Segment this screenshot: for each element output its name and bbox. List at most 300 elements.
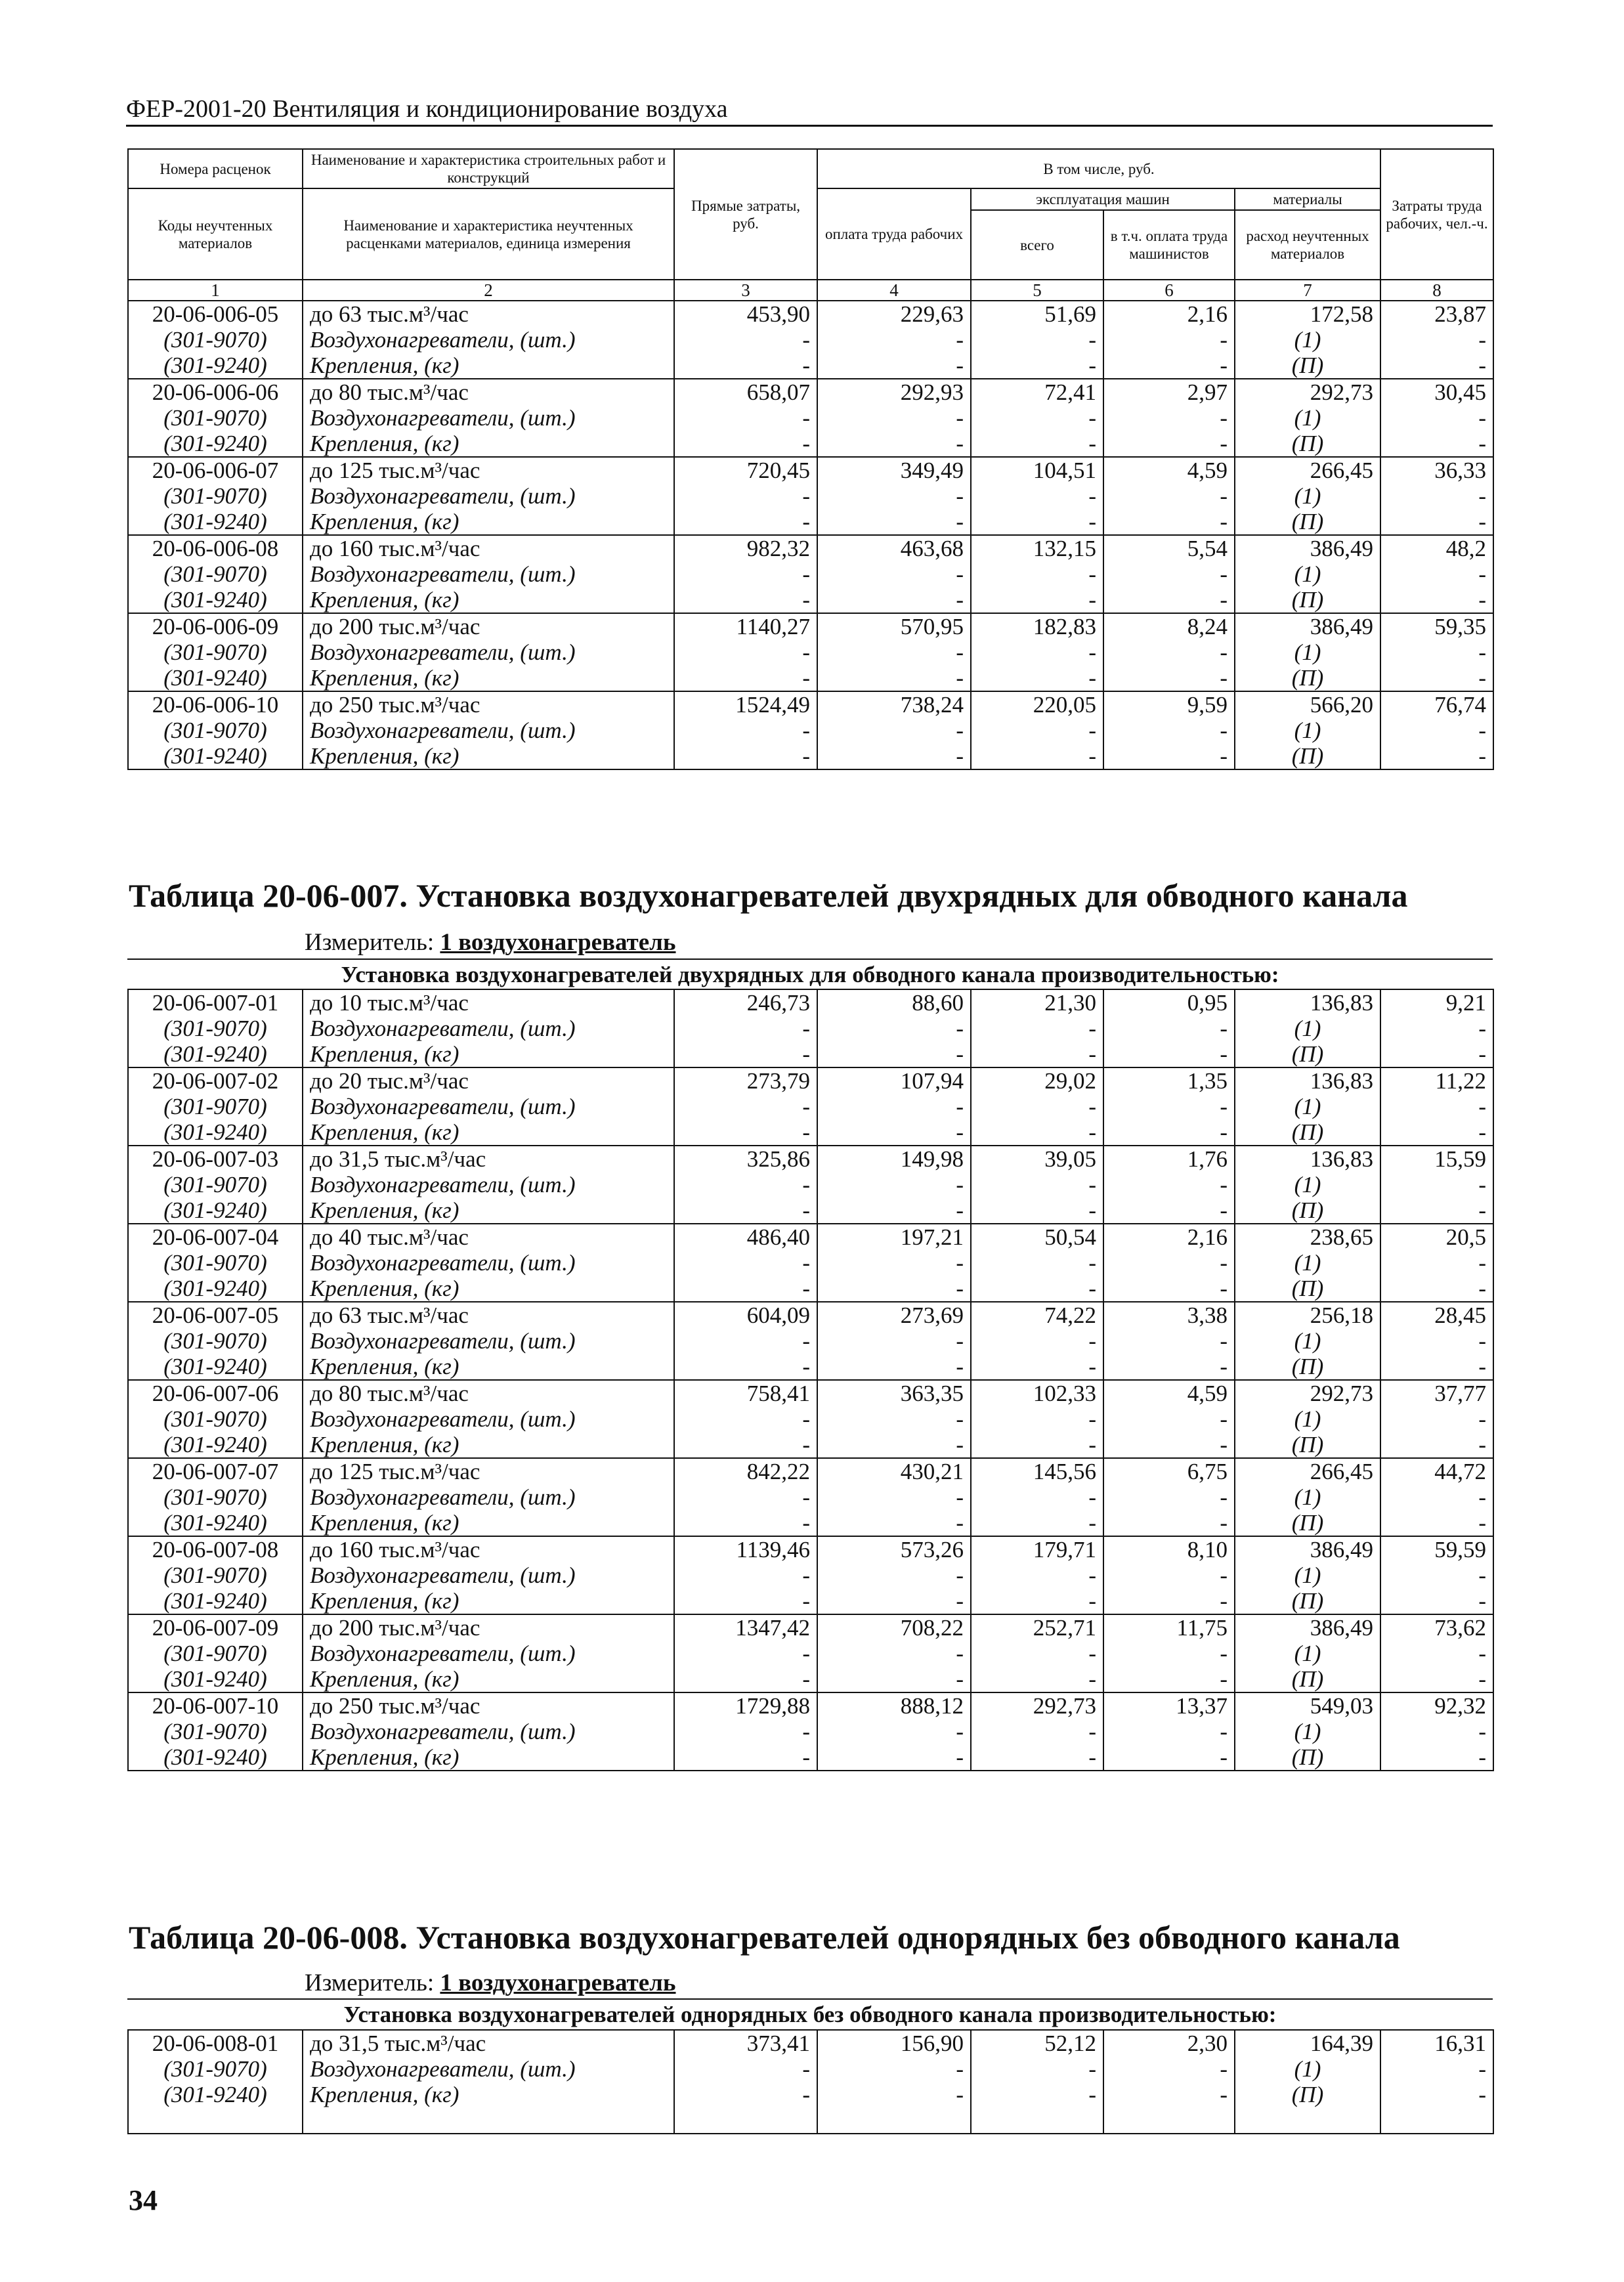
dash: - (1103, 1510, 1235, 1536)
dash: - (674, 509, 817, 535)
labor-pay: 229,63 (817, 301, 971, 327)
machines-total: 21,30 (971, 989, 1103, 1016)
direct-costs: 273,79 (674, 1067, 817, 1094)
dash: - (1380, 483, 1493, 509)
material-code: (301-9070) (128, 1172, 303, 1197)
material-qty: (1) (1235, 718, 1380, 743)
dash: - (1380, 1484, 1493, 1510)
rate-code: 20-06-007-06 (128, 1380, 303, 1406)
direct-costs: 758,41 (674, 1380, 817, 1406)
meter-value: 1 воздухонагреватель (440, 929, 676, 956)
dash: - (674, 1641, 817, 1666)
operator-pay: 8,10 (1103, 1536, 1235, 1562)
machines-total: 51,69 (971, 301, 1103, 327)
material-name: Воздухонагреватели, (шт.) (303, 718, 674, 743)
material-code: (301-9070) (128, 639, 303, 665)
dash: - (817, 509, 971, 535)
material-row (128, 1562, 1493, 1588)
material-code: (301-9240) (128, 1588, 303, 1614)
material-name: Крепления, (кг) (303, 353, 674, 379)
material-name: Воздухонагреватели, (шт.) (303, 405, 674, 431)
dash: - (674, 1562, 817, 1588)
material-row (128, 718, 1493, 743)
machines-total: 50,54 (971, 1224, 1103, 1250)
rate-code: 20-06-007-10 (128, 1692, 303, 1719)
operator-pay: 2,97 (1103, 379, 1235, 405)
material-qty: (П) (1235, 743, 1380, 769)
labor-hours: 9,21 (1380, 989, 1493, 1016)
rate-row (128, 691, 1493, 718)
machines-total: 252,71 (971, 1614, 1103, 1641)
dash: - (1380, 431, 1493, 457)
labor-pay: 107,94 (817, 1067, 971, 1094)
dash: - (674, 327, 817, 353)
dash: - (1380, 1641, 1493, 1666)
material-row (128, 1588, 1493, 1614)
material-name: Воздухонагреватели, (шт.) (303, 483, 674, 509)
meter-value: 1 воздухонагреватель (440, 1970, 676, 1996)
rate-row (128, 1536, 1493, 1562)
machines-total: 292,73 (971, 1692, 1103, 1719)
rate-row (128, 1067, 1493, 1094)
dash: - (674, 1588, 817, 1614)
operator-pay: 9,59 (1103, 691, 1235, 718)
material-code: (301-9070) (128, 1406, 303, 1432)
dash: - (1380, 1041, 1493, 1067)
dash: - (1103, 587, 1235, 613)
dash: - (971, 718, 1103, 743)
dash: - (1103, 1666, 1235, 1692)
rate-row (128, 1224, 1493, 1250)
material-qty: (1) (1235, 483, 1380, 509)
materials-cost: 566,20 (1235, 691, 1380, 718)
dash: - (1103, 405, 1235, 431)
col-number: 5 (971, 280, 1103, 301)
dash: - (674, 1432, 817, 1458)
material-qty: (П) (1235, 1354, 1380, 1380)
rate-code: 20-06-006-08 (128, 535, 303, 561)
material-row (128, 483, 1493, 509)
material-qty: (1) (1235, 639, 1380, 665)
material-row (128, 431, 1493, 457)
material-code: (301-9240) (128, 509, 303, 535)
material-row (128, 1094, 1493, 1119)
material-name: Крепления, (кг) (303, 1744, 674, 1771)
col-header-work-name: Наименование и характеристика строительных работ и конструкций (303, 149, 674, 188)
work-name: до 40 тыс.м³/час (303, 1224, 674, 1250)
dash: - (674, 1666, 817, 1692)
material-code: (301-9240) (128, 2082, 303, 2107)
operator-pay: 4,59 (1103, 1380, 1235, 1406)
operator-pay: 6,75 (1103, 1458, 1235, 1484)
machines-total: 74,22 (971, 1302, 1103, 1328)
col-header-machines-total: всего (971, 210, 1103, 280)
dash: - (1103, 665, 1235, 691)
material-code: (301-9070) (128, 1484, 303, 1510)
material-row (128, 353, 1493, 379)
dash: - (674, 561, 817, 587)
dash: - (971, 665, 1103, 691)
dash: - (817, 327, 971, 353)
material-code: (301-9240) (128, 1276, 303, 1302)
material-code: (301-9240) (128, 1510, 303, 1536)
table-007 (127, 989, 1494, 1771)
material-qty: (П) (1235, 1666, 1380, 1692)
blank-cell (1103, 2107, 1235, 2134)
material-qty: (1) (1235, 1641, 1380, 1666)
machines-total: 145,56 (971, 1458, 1103, 1484)
material-row (128, 327, 1493, 353)
labor-pay: 708,22 (817, 1614, 971, 1641)
dash: - (674, 1197, 817, 1224)
material-name: Крепления, (кг) (303, 1432, 674, 1458)
rate-row (128, 1692, 1493, 1719)
material-code: (301-9240) (128, 1119, 303, 1146)
dash: - (971, 1588, 1103, 1614)
operator-pay: 2,16 (1103, 1224, 1235, 1250)
work-name: до 80 тыс.м³/час (303, 379, 674, 405)
material-name: Крепления, (кг) (303, 743, 674, 769)
work-name: до 63 тыс.м³/час (303, 301, 674, 327)
materials-cost: 386,49 (1235, 613, 1380, 639)
material-name: Воздухонагреватели, (шт.) (303, 561, 674, 587)
dash: - (971, 353, 1103, 379)
rate-row (128, 379, 1493, 405)
dash: - (674, 1406, 817, 1432)
dash: - (1103, 1041, 1235, 1067)
page-number: 34 (129, 2184, 158, 2216)
labor-pay: 570,95 (817, 613, 971, 639)
direct-costs: 604,09 (674, 1302, 817, 1328)
dash: - (674, 718, 817, 743)
dash: - (817, 743, 971, 769)
dash: - (1103, 1172, 1235, 1197)
dash: - (1103, 1016, 1235, 1041)
labor-hours: 20,5 (1380, 1224, 1493, 1250)
operator-pay: 4,59 (1103, 457, 1235, 483)
dash: - (1103, 483, 1235, 509)
dash: - (674, 1719, 817, 1744)
dash: - (674, 587, 817, 613)
material-name: Крепления, (кг) (303, 1197, 674, 1224)
labor-pay: 292,93 (817, 379, 971, 405)
table-008-group-heading: Установка воздухонагревателей однорядных без обводного канала производительностью: (127, 1998, 1493, 2029)
rate-code: 20-06-007-03 (128, 1146, 303, 1172)
material-qty: (П) (1235, 1119, 1380, 1146)
dash: - (1103, 1406, 1235, 1432)
col-number: 6 (1103, 280, 1235, 301)
material-name: Крепления, (кг) (303, 1666, 674, 1692)
rate-row (128, 613, 1493, 639)
material-name: Крепления, (кг) (303, 2082, 674, 2107)
dash: - (674, 1041, 817, 1067)
dash: - (971, 1406, 1103, 1432)
dash: - (817, 1197, 971, 1224)
dash: - (817, 1510, 971, 1536)
operator-pay: 8,24 (1103, 613, 1235, 639)
labor-hours: 28,45 (1380, 1302, 1493, 1328)
rate-code: 20-06-008-01 (128, 2030, 303, 2056)
work-name: до 31,5 тыс.м³/час (303, 1146, 674, 1172)
dash: - (817, 1744, 971, 1771)
dash: - (817, 1719, 971, 1744)
dash: - (817, 1588, 971, 1614)
dash: - (817, 639, 971, 665)
dash: - (1380, 1094, 1493, 1119)
material-qty: (П) (1235, 1588, 1380, 1614)
dash: - (1103, 431, 1235, 457)
material-row (128, 1666, 1493, 1692)
dash: - (817, 1041, 971, 1067)
materials-cost: 386,49 (1235, 535, 1380, 561)
material-name: Воздухонагреватели, (шт.) (303, 1719, 674, 1744)
dash: - (1380, 665, 1493, 691)
labor-hours: 92,32 (1380, 1692, 1493, 1719)
dash: - (971, 1016, 1103, 1041)
dash: - (674, 1510, 817, 1536)
labor-pay: 88,60 (817, 989, 971, 1016)
direct-costs: 1139,46 (674, 1536, 817, 1562)
material-row (128, 1276, 1493, 1302)
blank-cell (1235, 2107, 1380, 2134)
materials-cost: 549,03 (1235, 1692, 1380, 1719)
dash: - (674, 665, 817, 691)
material-qty: (1) (1235, 1406, 1380, 1432)
material-code: (301-9240) (128, 665, 303, 691)
material-row (128, 665, 1493, 691)
direct-costs: 1140,27 (674, 613, 817, 639)
labor-pay: 573,26 (817, 1536, 971, 1562)
dash: - (1380, 1119, 1493, 1146)
material-code: (301-9070) (128, 1641, 303, 1666)
dash: - (1103, 1641, 1235, 1666)
material-row (128, 1641, 1493, 1666)
table-006 (127, 148, 1494, 770)
material-row (128, 1119, 1493, 1146)
rate-row (128, 1146, 1493, 1172)
materials-cost: 292,73 (1235, 1380, 1380, 1406)
rate-row (128, 301, 1493, 327)
dash: - (1380, 1588, 1493, 1614)
materials-cost: 136,83 (1235, 989, 1380, 1016)
direct-costs: 1524,49 (674, 691, 817, 718)
rate-code: 20-06-007-05 (128, 1302, 303, 1328)
dash: - (1380, 1666, 1493, 1692)
dash: - (674, 353, 817, 379)
dash: - (1380, 1250, 1493, 1276)
materials-cost: 386,49 (1235, 1614, 1380, 1641)
dash: - (971, 1510, 1103, 1536)
labor-hours: 37,77 (1380, 1380, 1493, 1406)
dash: - (1103, 1562, 1235, 1588)
material-name: Крепления, (кг) (303, 1354, 674, 1380)
dash: - (817, 1562, 971, 1588)
material-row (128, 1016, 1493, 1041)
dash: - (1380, 1172, 1493, 1197)
machines-total: 179,71 (971, 1536, 1103, 1562)
material-code: (301-9240) (128, 431, 303, 457)
material-code: (301-9240) (128, 1197, 303, 1224)
blank-cell (674, 2107, 817, 2134)
rate-code: 20-06-006-09 (128, 613, 303, 639)
material-qty: (1) (1235, 1484, 1380, 1510)
material-row (128, 405, 1493, 431)
dash: - (1380, 1562, 1493, 1588)
materials-cost: 164,39 (1235, 2030, 1380, 2056)
dash: - (971, 1094, 1103, 1119)
materials-cost: 256,18 (1235, 1302, 1380, 1328)
table-007-group-heading: Установка воздухонагревателей двухрядных для обводного канала производительностью: (127, 958, 1493, 989)
dash: - (971, 1197, 1103, 1224)
labor-hours: 59,35 (1380, 613, 1493, 639)
col-header-materials: материалы (1235, 188, 1380, 210)
material-row (128, 587, 1493, 613)
work-name: до 200 тыс.м³/час (303, 1614, 674, 1641)
work-name: до 20 тыс.м³/час (303, 1067, 674, 1094)
direct-costs: 1347,42 (674, 1614, 817, 1641)
material-row (128, 1172, 1493, 1197)
labor-pay: 363,35 (817, 1380, 971, 1406)
material-qty: (П) (1235, 1276, 1380, 1302)
material-code: (301-9070) (128, 405, 303, 431)
dash: - (971, 1641, 1103, 1666)
materials-cost: 136,83 (1235, 1146, 1380, 1172)
materials-cost: 266,45 (1235, 457, 1380, 483)
material-name: Крепления, (кг) (303, 1041, 674, 1067)
work-name: до 63 тыс.м³/час (303, 1302, 674, 1328)
material-row (128, 1041, 1493, 1067)
labor-hours: 36,33 (1380, 457, 1493, 483)
labor-pay: 149,98 (817, 1146, 971, 1172)
dash: - (817, 1250, 971, 1276)
dash: - (971, 509, 1103, 535)
dash: - (817, 561, 971, 587)
dash: - (1103, 1276, 1235, 1302)
rate-row (128, 1614, 1493, 1641)
direct-costs: 453,90 (674, 301, 817, 327)
direct-costs: 720,45 (674, 457, 817, 483)
rate-code: 20-06-006-05 (128, 301, 303, 327)
dash: - (1103, 1588, 1235, 1614)
material-code: (301-9240) (128, 587, 303, 613)
meter-label: Измеритель: (305, 929, 435, 956)
work-name: до 10 тыс.м³/час (303, 989, 674, 1016)
dash: - (1103, 743, 1235, 769)
blank-cell (971, 2107, 1103, 2134)
dash: - (817, 353, 971, 379)
material-name: Крепления, (кг) (303, 1276, 674, 1302)
dash: - (971, 1250, 1103, 1276)
rate-code: 20-06-007-04 (128, 1224, 303, 1250)
dash: - (817, 1666, 971, 1692)
dash: - (674, 405, 817, 431)
material-name: Крепления, (кг) (303, 665, 674, 691)
dash: - (1103, 2082, 1235, 2107)
labor-pay: 273,69 (817, 1302, 971, 1328)
dash: - (971, 743, 1103, 769)
dash: - (1380, 1328, 1493, 1354)
materials-cost: 238,65 (1235, 1224, 1380, 1250)
dash: - (817, 1641, 971, 1666)
dash: - (1103, 1744, 1235, 1771)
col-header-including: В том числе, руб. (817, 149, 1380, 188)
dash: - (817, 665, 971, 691)
material-qty: (1) (1235, 405, 1380, 431)
material-row (128, 2082, 1493, 2107)
work-name: до 160 тыс.м³/час (303, 535, 674, 561)
dash: - (1380, 1197, 1493, 1224)
dash: - (817, 1328, 971, 1354)
labor-hours: 15,59 (1380, 1146, 1493, 1172)
dash: - (1103, 1354, 1235, 1380)
dash: - (1380, 587, 1493, 613)
dash: - (1103, 2056, 1235, 2082)
col-header-rate-numbers: Номера расценок (128, 149, 303, 188)
material-code: (301-9240) (128, 1666, 303, 1692)
dash: - (971, 587, 1103, 613)
operator-pay: 1,76 (1103, 1146, 1235, 1172)
operator-pay: 11,75 (1103, 1614, 1235, 1641)
material-code: (301-9070) (128, 1016, 303, 1041)
col-number: 3 (674, 280, 817, 301)
labor-hours: 59,59 (1380, 1536, 1493, 1562)
material-code: (301-9070) (128, 483, 303, 509)
material-code: (301-9240) (128, 1041, 303, 1067)
dash: - (971, 1276, 1103, 1302)
material-row (128, 509, 1493, 535)
dash: - (971, 1172, 1103, 1197)
dash: - (1103, 639, 1235, 665)
dash: - (1380, 639, 1493, 665)
direct-costs: 842,22 (674, 1458, 817, 1484)
table-007-title: Таблица 20-06-007. Установка воздухонагревателей двухрядных для обводного канала (129, 877, 1408, 914)
material-name: Воздухонагреватели, (шт.) (303, 1328, 674, 1354)
material-code: (301-9070) (128, 561, 303, 587)
rate-code: 20-06-007-09 (128, 1614, 303, 1641)
dash: - (1380, 1406, 1493, 1432)
col-number: 1 (128, 280, 303, 301)
meter-label: Измеритель: (305, 1970, 435, 1996)
material-row (128, 1328, 1493, 1354)
material-code: (301-9070) (128, 1719, 303, 1744)
dash: - (817, 431, 971, 457)
dash: - (674, 743, 817, 769)
direct-costs: 325,86 (674, 1146, 817, 1172)
dash: - (674, 2082, 817, 2107)
labor-hours: 73,62 (1380, 1614, 1493, 1641)
operator-pay: 0,95 (1103, 989, 1235, 1016)
col-number: 7 (1235, 280, 1380, 301)
operator-pay: 2,30 (1103, 2030, 1235, 2056)
table-007-meter (305, 928, 675, 957)
dash: - (817, 483, 971, 509)
dash: - (817, 1094, 971, 1119)
labor-hours: 48,2 (1380, 535, 1493, 561)
materials-cost: 292,73 (1235, 379, 1380, 405)
dash: - (971, 327, 1103, 353)
material-name: Воздухонагреватели, (шт.) (303, 2056, 674, 2082)
blank-row (128, 2107, 1493, 2134)
blank-cell (303, 2107, 674, 2134)
material-code: (301-9070) (128, 1250, 303, 1276)
dash: - (1380, 1510, 1493, 1536)
material-code: (301-9070) (128, 1094, 303, 1119)
material-row (128, 1719, 1493, 1744)
dash: - (1103, 327, 1235, 353)
material-row (128, 1744, 1493, 1771)
material-qty: (1) (1235, 1328, 1380, 1354)
material-name: Воздухонагреватели, (шт.) (303, 1250, 674, 1276)
